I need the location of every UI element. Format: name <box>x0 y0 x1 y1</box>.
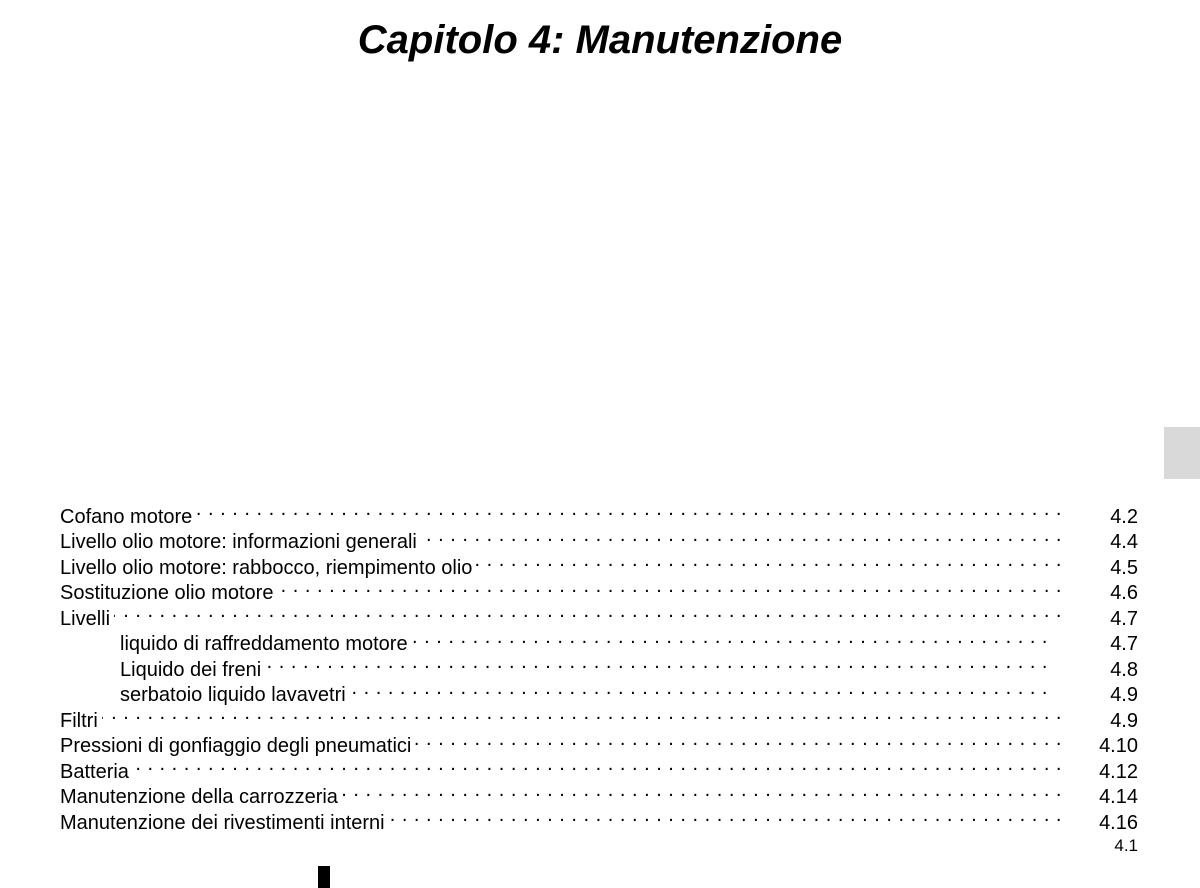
crop-mark <box>318 866 330 888</box>
toc-entry-page: 4.16 <box>1099 811 1138 834</box>
toc-entry[interactable] <box>60 701 1138 732</box>
toc-entry-label: Filtri <box>60 709 102 735</box>
toc-entry-page: 4.9 <box>1110 684 1138 706</box>
toc-entry-label: Manutenzione dei rivestimenti interni <box>60 811 389 837</box>
toc-entry[interactable] <box>60 574 1138 604</box>
toc-entry-label: Sostituzione olio motore <box>60 581 277 607</box>
toc-entry-label: Cofano motore <box>60 505 196 531</box>
toc-entry-label: Manutenzione della carrozzeria <box>60 785 342 811</box>
toc-entry-label: Livello olio motore: informazioni generali <box>60 530 421 556</box>
toc-entry[interactable] <box>60 752 1138 783</box>
toc-entry[interactable] <box>60 548 1138 579</box>
toc-entry-page: 4.2 <box>1110 505 1138 528</box>
toc-dot-leader <box>412 625 1048 651</box>
toc-entry-page: 4.7 <box>1110 633 1138 655</box>
toc-entry-page: 4.10 <box>1099 735 1138 757</box>
toc-entry-label: Livelli <box>60 607 114 633</box>
toc-subentry[interactable] <box>60 676 1138 706</box>
toc-subentry[interactable] <box>60 625 1138 655</box>
toc-dot-leader <box>389 803 1062 829</box>
toc-entry-page: 4.14 <box>1099 786 1138 808</box>
toc-dot-leader <box>421 523 1062 549</box>
toc-entry-label: Batteria <box>60 760 133 786</box>
toc-entry[interactable] <box>60 727 1138 757</box>
toc-entry-page: 4.6 <box>1110 582 1138 604</box>
toc-dot-leader <box>415 727 1062 753</box>
toc-dot-leader <box>277 574 1062 600</box>
toc-entry-label: serbatoio liquido lavavetri <box>120 683 350 709</box>
toc-entry-label: liquido di raffreddamento motore <box>120 632 412 658</box>
toc-entry[interactable] <box>60 523 1138 553</box>
page-number: 4.1 <box>1114 836 1138 855</box>
toc-entry[interactable] <box>60 497 1138 528</box>
toc-entry[interactable] <box>60 599 1138 630</box>
toc-entry-page: 4.7 <box>1110 607 1138 630</box>
toc-entry-label: Pressioni di gonfiaggio degli pneumatici <box>60 734 415 760</box>
toc-entry-page: 4.8 <box>1110 658 1138 681</box>
toc-entry-page: 4.9 <box>1110 709 1138 732</box>
toc-dot-leader <box>114 599 1062 625</box>
toc-entry-page: 4.12 <box>1099 760 1138 783</box>
toc-entry-label: Livello olio motore: rabbocco, riempimento olio <box>60 556 476 582</box>
chapter-side-tab <box>1164 427 1200 479</box>
toc-entry[interactable] <box>60 803 1138 834</box>
toc-dot-leader <box>102 701 1062 727</box>
toc-dot-leader <box>196 497 1062 523</box>
toc-dot-leader <box>476 548 1062 574</box>
table-of-contents <box>60 497 1138 834</box>
toc-dot-leader <box>350 676 1048 702</box>
toc-entry-page: 4.5 <box>1110 556 1138 579</box>
chapter-title: Capitolo 4: Manutenzione <box>357 18 843 62</box>
toc-entry[interactable] <box>60 778 1138 808</box>
toc-entry-label: Liquido dei freni <box>120 658 265 684</box>
toc-dot-leader <box>342 778 1062 804</box>
toc-entry-page: 4.4 <box>1110 531 1138 553</box>
toc-dot-leader <box>265 650 1048 676</box>
toc-dot-leader <box>133 752 1062 778</box>
toc-subentry[interactable] <box>60 650 1138 681</box>
